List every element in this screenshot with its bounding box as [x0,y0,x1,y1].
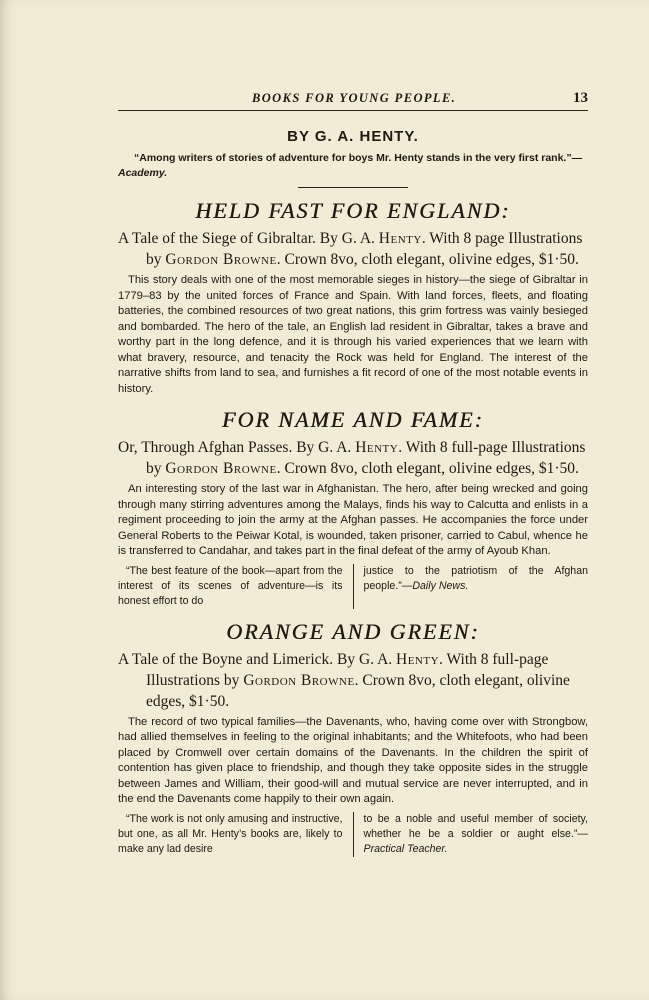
section-rule [298,187,408,188]
running-title: BOOKS FOR YOUNG PEOPLE. [252,91,457,105]
desc-text: . Crown 8vo, cloth elegant, olivine edges, $1·50. [146,671,570,710]
desc-text: . With 8 page Illustrations by [146,230,583,268]
book-title: ORANGE AND GREEN: [226,618,480,644]
book-title: HELD FAST FOR ENGLAND: [195,198,511,223]
desc-text: Or, Through Afghan Passes. By G. A. [118,439,356,456]
review-left-column: “The best feature of the book—apart from the interest of its scenes of adventure—is its honest effort to do [118,564,343,607]
author-name: Henty [355,439,399,456]
book-entry-orange-and-green [118,619,588,857]
desc-text: . Crown 8vo, cloth elegant, olivine edges, $1·50. [276,251,579,268]
epigraph-source: —Academy. [118,152,583,179]
illustrator-name: Gordon Browne [165,251,277,268]
epigraph-text: “Among writers of stories of adventure for boys Mr. Henty stands in the very first rank.” [134,152,572,164]
book-summary: An interesting story of the last war in Afghanistan. The hero, after being wrecked and going through many stirring adventures among the Malays, finds his way to Calcutta and enlists in a regiment proceeding to join the army at the Afghan passes. He accompanies the force under General Roberts to the Peiwar Kotal, is wounded, taken prisoner, carried to Cabul, whence he is transferred to Candahar, and takes part in the final defeat of the army of Ayoub Khan. [118,483,588,557]
illustrator-name: Gordon Browne [243,671,355,689]
book-summary: This story deals with one of the most memorable sieges in history—the siege of Gibraltar in 1779–83 by the united forces of France and Spain. With land forces, fleets, and floating batteries, the combined resources of two great nations, this grim fortress was vainly besieged and bombarded. The hero of the tale, an English lad resident in Gibraltar, takes a brave and worthy part in the long defence, and it is through his varied experiences that we learn with what bravery, resource, and tenacity the Rock was held for England. The interest of the narrative shifts from land to sea, and furnishes a fit record of one of the most notable events in history. [118,274,588,395]
desc-text: . With 8 full-page Illustrations by [146,439,586,477]
illustrator-name: Gordon Browne [165,460,277,477]
epigraph [118,151,588,181]
author-heading: BY G. A. HENTY. [287,128,419,145]
book-title: FOR NAME AND FAME: [222,407,484,432]
desc-text: A Tale of the Boyne and Limerick. By G. A. [118,650,397,668]
desc-text: A Tale of the Siege of Gibraltar. By G. A. [118,230,379,247]
header-rule [118,110,588,111]
book-entry-held-fast [118,198,588,397]
book-description [118,437,588,479]
review-source: —Daily News. [401,579,469,592]
book-description [118,649,588,712]
review-text: justice to the patriotism of the Afghan people.” [363,564,588,592]
review-right-column [353,564,589,609]
press-review [118,564,588,609]
review-source: —Practical Teacher. [363,827,588,855]
book-description [118,228,588,270]
author-name: Henty [378,230,422,247]
book-entry-name-and-fame [118,407,588,609]
review-right-column [353,812,589,857]
review-left-column: “The work is not only amusing and instructive, but one, as all Mr. Henty’s books are, likely to make any lad desire [118,812,343,855]
author-name: Henty [396,650,440,668]
page-content [118,128,588,857]
desc-text: . Crown 8vo, cloth elegant, olivine edges, $1·50. [276,460,579,477]
page-number: 13 [573,90,588,106]
running-head [118,90,588,107]
review-text: to be a noble and useful member of society, whether he be a soldier or aught else.” [363,812,588,840]
book-summary: The record of two typical families—the Davenants, who, having come over with Strongbow, had allied themselves in feeling to the original inhabitants; and the Whitefoots, who had been placed by Cromwell over certain domains of the Davenants. In the children the spirit of contention has given place to friendship, and though they take opposite sides in the struggle between James and William, their good-will and mutual service are never interrupted, and in the end the Davenants come happily to their own again. [118,715,588,805]
press-review [118,812,588,857]
desc-text: . With 8 full-page Illustrations by [146,650,549,689]
